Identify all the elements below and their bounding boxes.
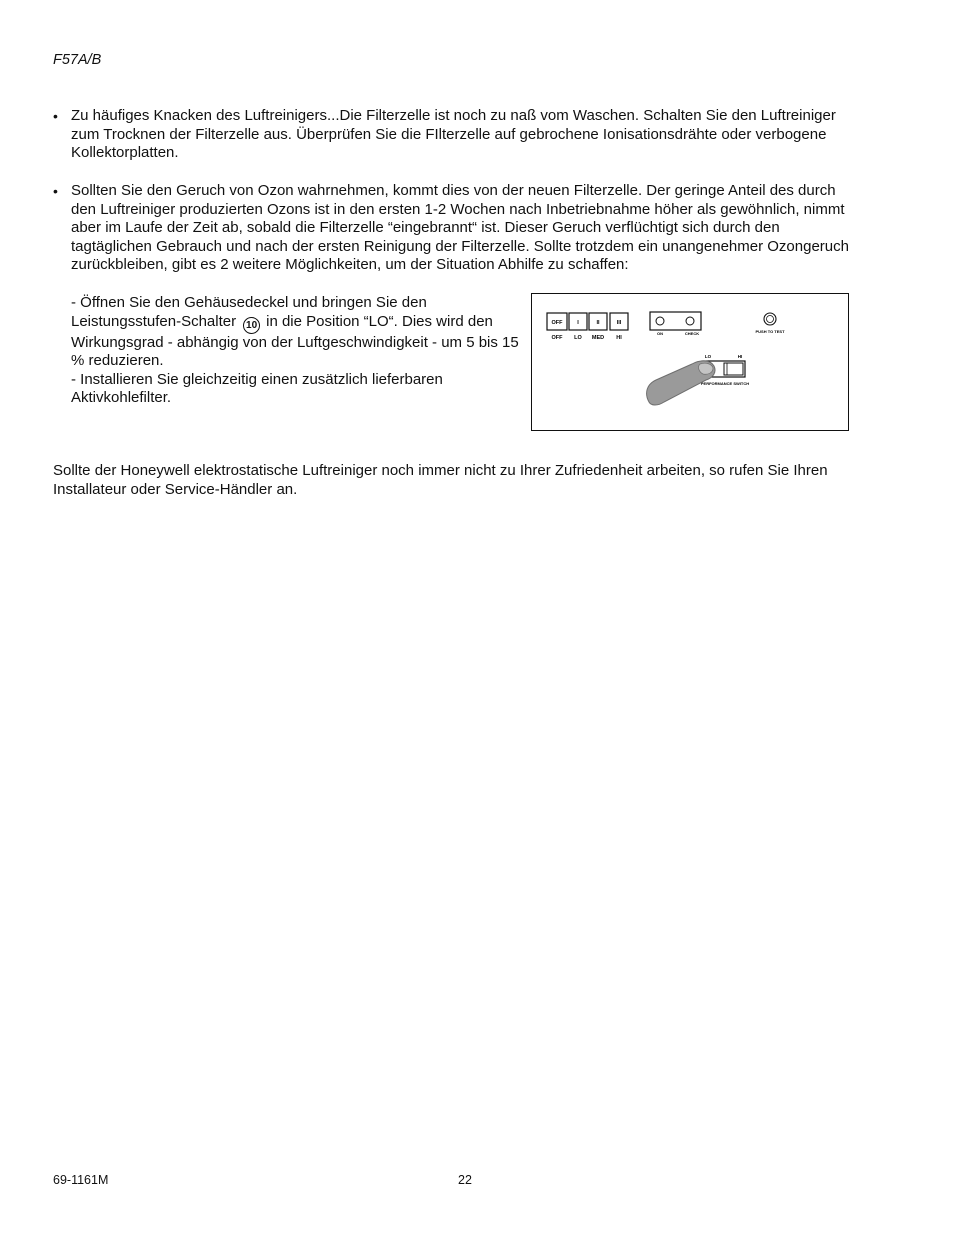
footer-page-number: 22 bbox=[458, 1173, 472, 1187]
button-face-lo: I bbox=[577, 320, 579, 326]
button-face-off: OFF bbox=[551, 320, 563, 326]
check-light-icon bbox=[686, 317, 694, 325]
footer-document-number: 69-1161M bbox=[53, 1173, 109, 1187]
test-button-inner-ring bbox=[767, 316, 774, 323]
button-label-lo: LO bbox=[574, 335, 582, 341]
ozone-remedy-options bbox=[71, 294, 523, 408]
test-button bbox=[755, 313, 785, 334]
remedy-option-1-end: in die Position “LO“. Dies wird den Wirkungsgrad - abhängig von der Luftgeschwindigkeit - um 5 bis 15 % reduzieren. bbox=[71, 312, 519, 370]
switch-label-lo: LO bbox=[704, 354, 712, 359]
button-label-hi: HI bbox=[616, 335, 622, 341]
switch-label-hi: HI bbox=[737, 354, 743, 359]
fingernail-icon bbox=[699, 363, 713, 374]
button-face-hi: III bbox=[616, 320, 622, 326]
bullet-text: Sollten Sie den Geruch von Ozon wahrnehmen, kommt dies von der neuen Filterzelle. Der geringe Anteil des durch den Luftreiniger produzierten Ozons ist in den ersten 1-2 Wochen nach Inbetriebnahme höher als gewöhnlich, nimmt aber im Laufe der Zeit ab, sobald die Filterzelle “eingebrannt“ ist. Dieser Geruch verflüchtigt sich durch den tagtäglichen Gebrauch und nach der ersten Reinigung der Filterzelle. Sollte trotzdem ein unangenehmer Ozongeruch zurückbleiben, gibt es 2 weitere Möglichkeiten, um der Situation Abhilfe zu schaffen: bbox=[71, 182, 849, 274]
test-button-label: PUSH TO TEST bbox=[755, 329, 785, 334]
button-label-med: MED bbox=[591, 335, 605, 341]
remedy-option-2: - Installieren Sie gleichzeitig einen zusätzlich lieferbaren Aktivkohlefilter. bbox=[71, 370, 443, 407]
troubleshooting-bullet-ozone bbox=[53, 182, 853, 275]
indicator-lights bbox=[650, 312, 701, 336]
callout-number-badge: 10 bbox=[243, 317, 260, 334]
document-model-header: F57A/B bbox=[53, 52, 102, 68]
bullet-marker: • bbox=[53, 183, 58, 199]
on-light-icon bbox=[656, 317, 664, 325]
switch-label: PERFORMANCE SWITCH bbox=[700, 381, 750, 386]
light-label-check: CHECK bbox=[684, 331, 700, 336]
button-face-med: II bbox=[596, 320, 600, 326]
button-label-off: OFF bbox=[551, 335, 563, 341]
mode-button-group bbox=[547, 313, 628, 341]
closing-contact-note: Sollte der Honeywell elektrostatische Luftreiniger noch immer nicht zu Ihrer Zufriedenheit arbeiten, so rufen Sie Ihren Installateur oder Service-Händler an. bbox=[53, 462, 828, 498]
troubleshooting-bullet-cracking bbox=[53, 107, 853, 163]
control-panel-illustration bbox=[531, 293, 849, 431]
bullet-marker: • bbox=[53, 108, 58, 124]
bullet-text: Zu häufiges Knacken des Luftreinigers...Die Filterzelle ist noch zu naß vom Waschen. Schalten Sie den Luftreiniger zum Trocknen der Filterzelle aus. Überprüfen Sie die FIlterzelle auf gebrochene Ionisationsdrähte oder verbogene Kollektorplatten. bbox=[71, 107, 836, 162]
remedy-option-1-start: - Öffnen Sie den Gehäusedeckel und bringen Sie den Leistungsstufen-Schalter bbox=[71, 294, 427, 330]
light-label-on: ON bbox=[657, 331, 663, 336]
